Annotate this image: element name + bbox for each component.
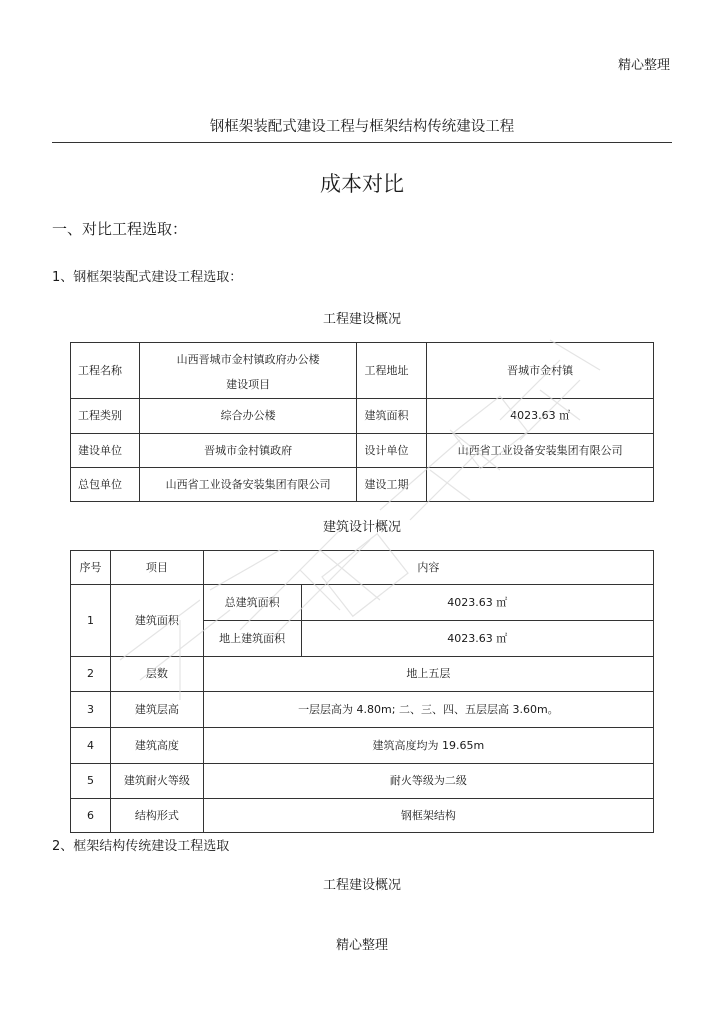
row-item: 层数 xyxy=(110,657,203,692)
document-title: 钢框架装配式建设工程与框架结构传统建设工程 xyxy=(209,119,515,135)
table-cell-value: 综合办公楼 xyxy=(139,399,357,434)
table-row xyxy=(71,585,654,621)
table-cell-label: 工程名称 xyxy=(71,343,140,399)
row-item: 建筑耐火等级 xyxy=(110,764,203,799)
row-content: 建筑高度均为 19.65m xyxy=(203,728,653,764)
row-content: 钢框架结构 xyxy=(203,799,653,833)
table-cell-value: 山西省工业设备安装集团有限公司 xyxy=(427,434,654,468)
row-item: 建筑高度 xyxy=(110,728,203,764)
row-no: 6 xyxy=(71,799,111,833)
row-no: 1 xyxy=(71,585,111,657)
section-heading: 一、对比工程选取： xyxy=(52,220,188,238)
table-cell-label: 建设单位 xyxy=(71,434,140,468)
table-cell-value: 晋城市金村镇 xyxy=(427,343,654,399)
table-cell-label: 建设工期 xyxy=(357,468,427,502)
subsection-heading-2: 2、框架结构传统建设工程选取 xyxy=(52,839,230,854)
row-content: 地上五层 xyxy=(203,657,653,692)
table-header-row xyxy=(71,551,654,585)
table-row xyxy=(71,799,654,833)
table-cell-value: 晋城市金村镇政府 xyxy=(139,434,357,468)
page-header: 精心整理 xyxy=(617,58,670,73)
table-cell-value xyxy=(427,468,654,502)
table-row xyxy=(71,343,654,399)
sub-value: 4023.63 ㎡ xyxy=(301,585,653,621)
table-row xyxy=(71,692,654,728)
table-cell-label: 建筑面积 xyxy=(357,399,427,434)
row-no: 4 xyxy=(71,728,111,764)
page-footer: 精心整理 xyxy=(335,938,388,953)
header-cell-no: 序号 xyxy=(71,551,111,585)
project-name-line2: 建设项目 xyxy=(226,377,271,391)
table-row xyxy=(71,764,654,799)
sub-label: 地上建筑面积 xyxy=(203,621,301,657)
table-cell-label: 工程地址 xyxy=(357,343,427,399)
table3-caption: 工程建设概况 xyxy=(322,878,401,893)
row-content: 耐火等级为二级 xyxy=(203,764,653,799)
table-cell-value: 4023.63 ㎡ xyxy=(427,399,654,434)
row-no: 2 xyxy=(71,657,111,692)
table1-caption: 工程建设概况 xyxy=(322,312,401,327)
title-divider xyxy=(52,142,672,143)
main-title: 成本对比 xyxy=(320,172,404,196)
row-item: 建筑层高 xyxy=(110,692,203,728)
table-row xyxy=(71,728,654,764)
table-row xyxy=(71,468,654,502)
project-overview-table xyxy=(70,342,654,502)
row-item: 结构形式 xyxy=(110,799,203,833)
table-cell-label: 总包单位 xyxy=(71,468,140,502)
table-cell-label: 设计单位 xyxy=(357,434,427,468)
header-cell-item: 项目 xyxy=(110,551,203,585)
sub-label: 总建筑面积 xyxy=(203,585,301,621)
sub-value: 4023.63 ㎡ xyxy=(301,621,653,657)
table-cell-value xyxy=(139,343,357,399)
subsection-heading-1: 1、钢框架装配式建设工程选取： xyxy=(52,270,243,285)
row-item: 建筑面积 xyxy=(110,585,203,657)
table-row xyxy=(71,657,654,692)
header-cell-content: 内容 xyxy=(203,551,653,585)
project-name-line1: 山西晋城市金村镇政府办公楼 xyxy=(176,352,320,366)
table2-caption: 建筑设计概况 xyxy=(322,520,401,535)
row-no: 3 xyxy=(71,692,111,728)
row-content: 一层层高为 4.80m; 二、三、四、五层层高 3.60m。 xyxy=(203,692,653,728)
table-cell-value: 山西省工业设备安装集团有限公司 xyxy=(139,468,357,502)
table-cell-label: 工程类别 xyxy=(71,399,140,434)
architectural-design-table xyxy=(70,550,654,833)
table-row xyxy=(71,399,654,434)
row-no: 5 xyxy=(71,764,111,799)
table-row xyxy=(71,434,654,468)
